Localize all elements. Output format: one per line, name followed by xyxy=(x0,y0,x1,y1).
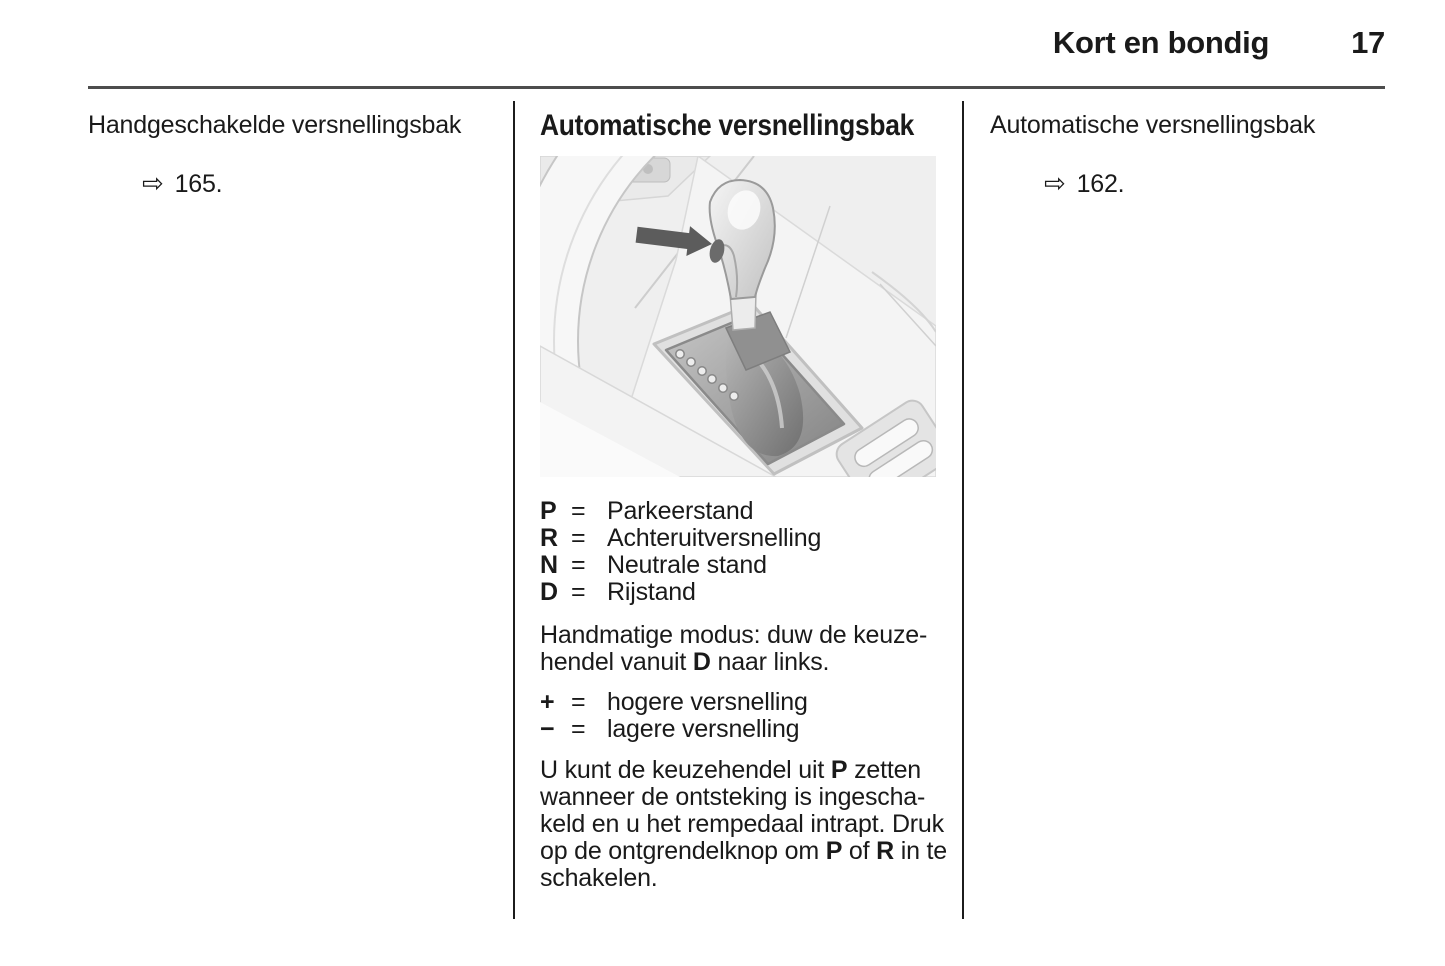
equals-sign: = xyxy=(571,688,586,716)
release-paragraph xyxy=(540,756,947,892)
paragraph-line: Handmatige modus: duw de keuze- xyxy=(540,621,928,649)
paragraph-line: wanneer de ontsteking is ingescha- xyxy=(540,783,926,811)
reference-page-number: 162. xyxy=(1076,170,1125,198)
manual-mode-paragraph xyxy=(540,622,936,676)
reference-page-number: 165. xyxy=(174,170,223,198)
gear-label: Achteruitversnelling xyxy=(607,524,822,552)
paragraph-line: op de ontgrendelknop om P of R in te xyxy=(540,837,947,865)
reference-arrow-icon: ⇨ xyxy=(141,169,164,199)
topic-title-manual-gearbox: Handgeschakelde versnellingsbak xyxy=(88,111,462,139)
equals-sign: = xyxy=(571,578,586,606)
equals-sign: = xyxy=(571,497,586,525)
gear-label: Rijstand xyxy=(607,578,696,606)
minus-symbol: − xyxy=(540,715,555,743)
paragraph-line: U kunt de keuzehendel uit P zetten xyxy=(540,756,921,784)
shift-legend xyxy=(540,689,936,743)
gear-selector-illustration xyxy=(540,156,936,477)
column-middle xyxy=(515,89,962,962)
page-title: Kort en bondig xyxy=(1052,25,1270,60)
page-number: 17 xyxy=(1351,25,1385,60)
page-reference-link-162[interactable] xyxy=(990,142,1385,226)
column-left xyxy=(88,89,513,962)
shift-label: lagere versnelling xyxy=(607,715,800,743)
gear-label: Neutrale stand xyxy=(607,551,767,579)
gear-symbol: D xyxy=(540,578,558,606)
gear-symbol: R xyxy=(540,524,558,552)
section-heading-automatic-gearbox: Automatische versnellingsbak xyxy=(540,109,915,142)
gear-legend-row-d xyxy=(540,579,936,606)
gear-symbol: N xyxy=(540,551,558,579)
content-columns xyxy=(88,89,1385,962)
shift-legend-row-up xyxy=(540,689,936,716)
gear-legend xyxy=(540,498,936,606)
equals-sign: = xyxy=(571,551,586,579)
paragraph-line: hendel vanuit D naar links. xyxy=(540,648,830,676)
shift-legend-row-down xyxy=(540,716,936,743)
gear-symbol: P xyxy=(540,497,557,525)
page-reference-link-165[interactable] xyxy=(88,142,513,226)
gear-legend-row-n xyxy=(540,552,936,579)
paragraph-line: schakelen. xyxy=(540,864,658,892)
paragraph-line: keld en u het rempedaal intrapt. Druk xyxy=(540,810,944,838)
gear-legend-row-p xyxy=(540,498,936,525)
page-header xyxy=(0,0,1445,59)
gear-legend-row-r xyxy=(540,525,936,552)
shift-label: hogere versnelling xyxy=(607,688,808,716)
equals-sign: = xyxy=(571,524,586,552)
gear-label: Parkeerstand xyxy=(607,497,754,525)
equals-sign: = xyxy=(571,715,586,743)
reference-arrow-icon: ⇨ xyxy=(1043,169,1066,199)
topic-title-automatic-gearbox: Automatische versnellingsbak xyxy=(990,111,1316,139)
column-right xyxy=(964,89,1385,962)
plus-symbol: + xyxy=(540,688,555,716)
